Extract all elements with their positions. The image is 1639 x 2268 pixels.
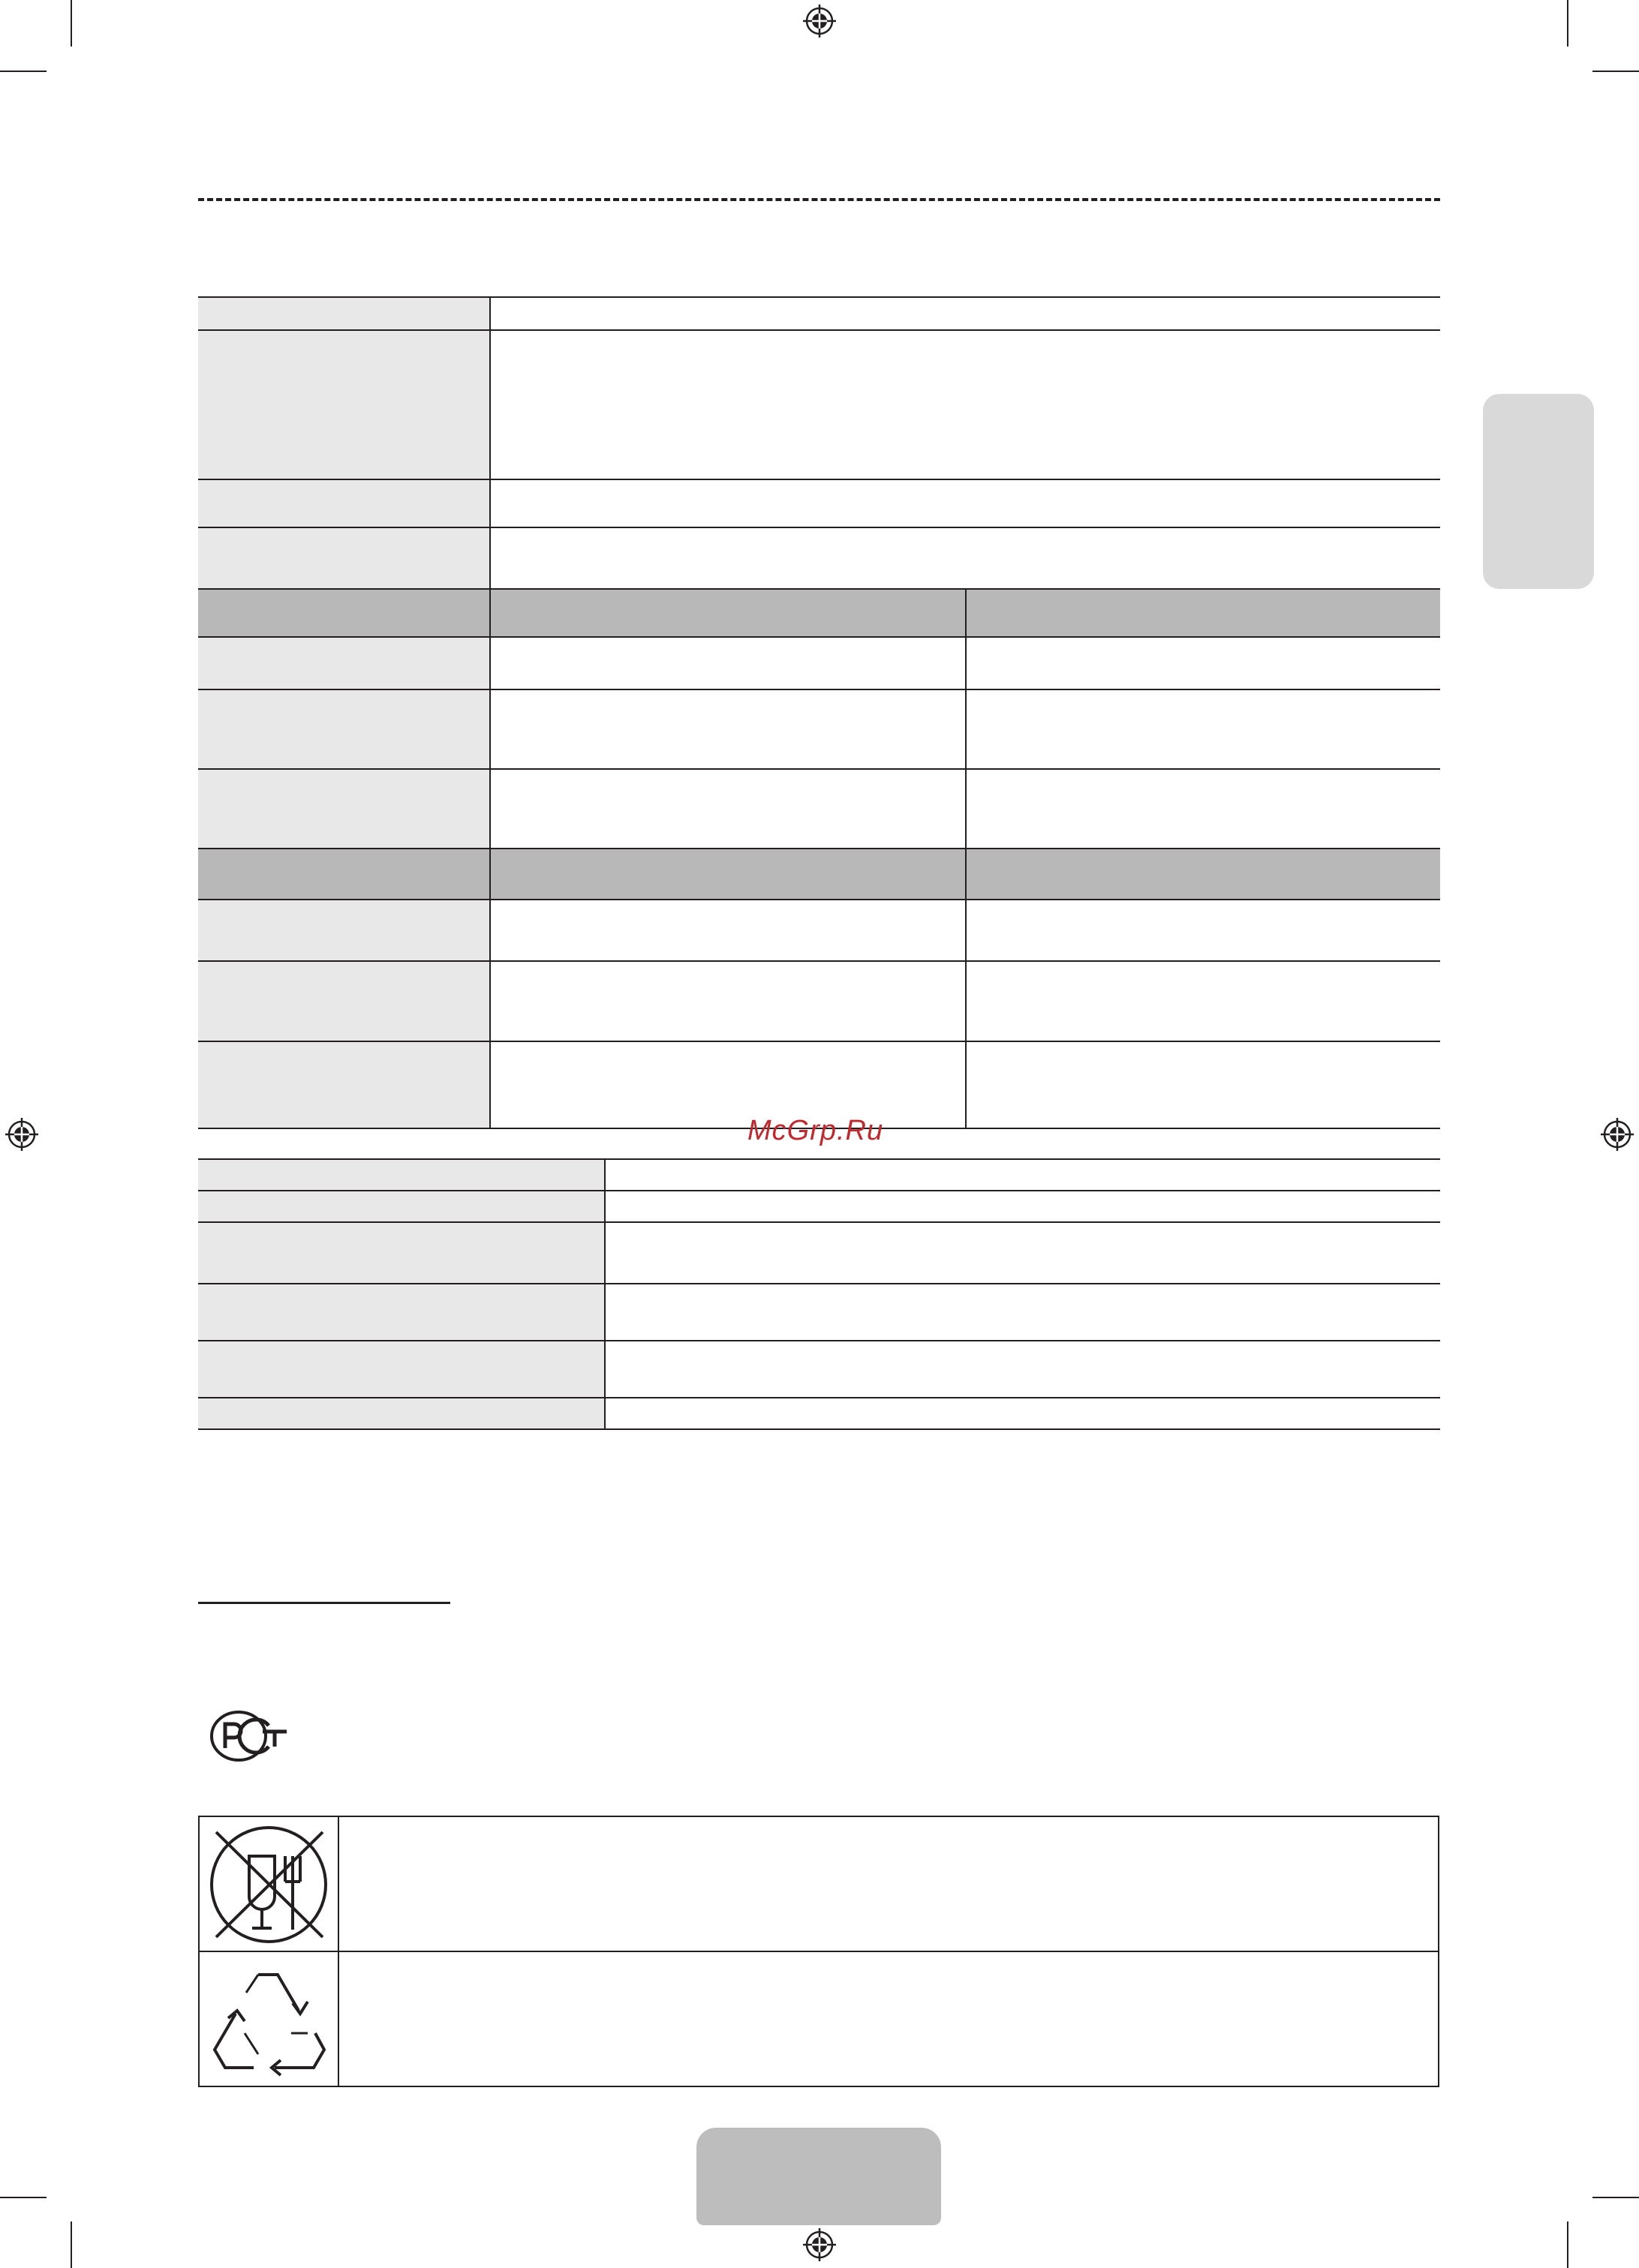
crop-mark <box>71 0 72 47</box>
footnote-divider <box>198 1602 450 1604</box>
table-header-cell <box>966 589 1440 637</box>
specifications-table <box>198 296 1440 1129</box>
crop-mark <box>1592 2197 1639 2198</box>
table-cell-value <box>966 961 1440 1041</box>
table-cell-value <box>490 769 966 849</box>
marking-icon-cell <box>200 1817 339 1951</box>
environmental-table <box>198 1158 1440 1430</box>
watermark-text: McGrp.Ru <box>747 1115 884 1146</box>
table-cell-value <box>966 1041 1440 1128</box>
table-row <box>198 900 1440 961</box>
table-row <box>198 769 1440 849</box>
table-cell-value <box>490 689 966 769</box>
marking-row <box>200 1817 1438 1952</box>
table-cell-value <box>605 1284 1440 1341</box>
table-row <box>198 961 1440 1041</box>
table-cell-label <box>198 330 490 479</box>
table-cell-value <box>490 961 966 1041</box>
crop-mark <box>1567 2221 1568 2268</box>
table-cell-value <box>490 1041 966 1128</box>
table-cell-value <box>490 330 1440 479</box>
registration-mark-icon <box>803 2228 836 2261</box>
table-row <box>198 479 1440 527</box>
language-tab <box>1483 394 1594 589</box>
table-cell-label <box>198 961 490 1041</box>
table-cell-label <box>198 1398 605 1429</box>
table-row <box>198 1341 1440 1398</box>
table-header-cell <box>198 589 490 637</box>
table-cell-label <box>198 479 490 527</box>
table-cell-value <box>605 1222 1440 1284</box>
table-cell-value <box>605 1341 1440 1398</box>
table-cell-value <box>490 527 1440 589</box>
table-cell-label <box>198 1041 490 1128</box>
table-cell-value <box>605 1191 1440 1222</box>
table-row <box>198 527 1440 589</box>
table-cell-label <box>198 297 490 330</box>
table-cell-label <box>198 527 490 589</box>
table-row <box>198 1159 1440 1191</box>
no-food-contact-icon <box>207 1825 330 1945</box>
table-cell-label <box>198 769 490 849</box>
marking-icon-cell <box>200 1952 339 2086</box>
table-row <box>198 637 1440 689</box>
table-row <box>198 1398 1440 1429</box>
marking-table <box>198 1816 1439 2087</box>
crop-mark <box>1567 0 1568 47</box>
table-cell-value <box>605 1159 1440 1191</box>
page-number-tab <box>696 2128 941 2225</box>
table-header-row <box>198 589 1440 637</box>
table-cell-label <box>198 900 490 961</box>
crop-mark <box>71 2221 72 2268</box>
recycling-icon <box>209 1958 330 2080</box>
table-row <box>198 297 1440 330</box>
table-cell-label <box>198 1341 605 1398</box>
table-cell-label <box>198 1222 605 1284</box>
table-cell-value <box>966 637 1440 689</box>
table-row <box>198 1222 1440 1284</box>
table-row <box>198 1284 1440 1341</box>
pct-certification-icon <box>209 1709 290 1763</box>
table-header-cell <box>198 849 490 900</box>
table-cell-value <box>490 900 966 961</box>
table-row <box>198 689 1440 769</box>
registration-mark-icon <box>803 5 836 38</box>
section-divider <box>198 198 1440 201</box>
table-cell-label <box>198 689 490 769</box>
marking-row <box>200 1952 1438 2086</box>
table-header-cell <box>966 849 1440 900</box>
registration-mark-icon <box>5 1118 38 1151</box>
table-cell-label <box>198 1191 605 1222</box>
table-cell-value <box>490 297 1440 330</box>
table-cell-value <box>966 689 1440 769</box>
table-cell-label <box>198 1284 605 1341</box>
table-header-row <box>198 849 1440 900</box>
table-cell-value <box>605 1398 1440 1429</box>
table-cell-value <box>490 637 966 689</box>
crop-mark <box>0 2197 47 2198</box>
registration-mark-icon <box>1601 1118 1634 1151</box>
table-row <box>198 1191 1440 1222</box>
table-header-cell <box>490 849 966 900</box>
table-cell-value <box>490 479 1440 527</box>
crop-mark <box>1592 71 1639 72</box>
table-cell-value <box>966 900 1440 961</box>
crop-mark <box>0 71 47 72</box>
table-cell-label <box>198 1159 605 1191</box>
table-cell-label <box>198 637 490 689</box>
table-row <box>198 330 1440 479</box>
table-cell-value <box>966 769 1440 849</box>
table-header-cell <box>490 589 966 637</box>
